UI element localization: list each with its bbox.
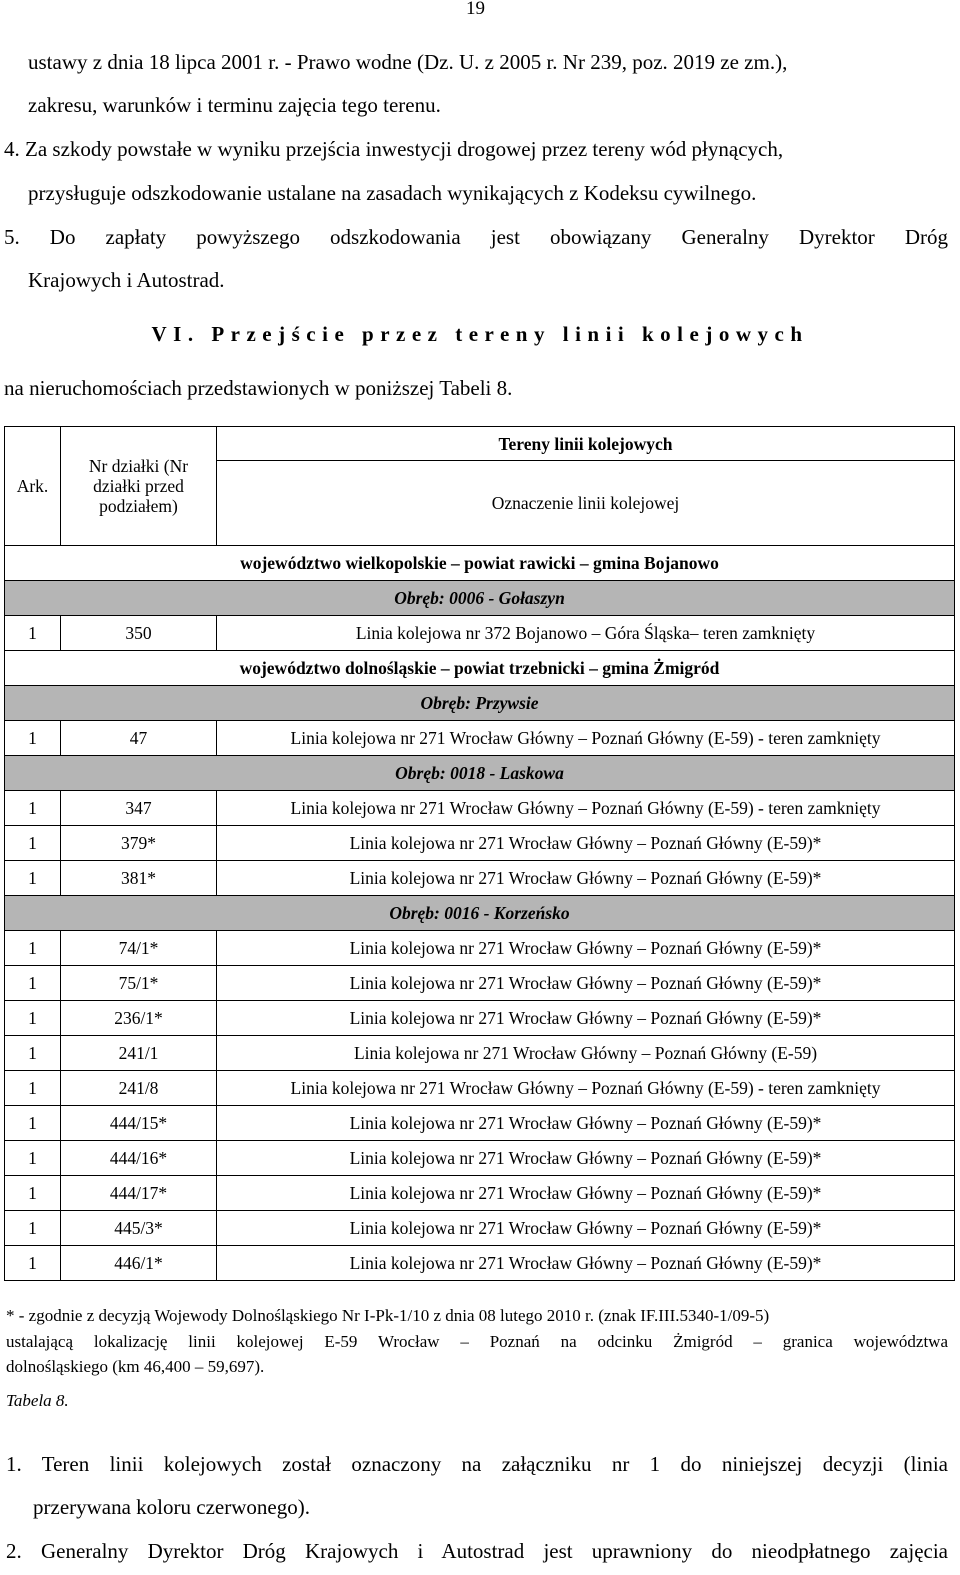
cell-parcel-number: 446/1*: [61, 1246, 217, 1281]
item-5-line: Krajowych i Autostrad.: [28, 268, 225, 292]
cell-ark: 1: [5, 1001, 61, 1036]
cell-ark: 1: [5, 1071, 61, 1106]
item-5-line: 5. Do zapłaty powyższego odszkodowania jest obowiązany Generalny Dyrektor Dróg: [4, 225, 948, 249]
cell-ark: 1: [5, 791, 61, 826]
cell-parcel-number: 381*: [61, 861, 217, 896]
item-4-line: przysługuje odszkodowanie ustalane na zasadach wynikających z Kodeksu cywilnego.: [28, 181, 757, 205]
table-row: [5, 1176, 955, 1211]
cell-parcel-number: 74/1*: [61, 931, 217, 966]
table-row: [5, 1246, 955, 1281]
cell-line-designation: Linia kolejowa nr 271 Wrocław Główny – Poznań Główny (E-59)*: [217, 931, 955, 966]
table-row: [5, 931, 955, 966]
cell-line-designation: Linia kolejowa nr 271 Wrocław Główny – Poznań Główny (E-59)*: [217, 1106, 955, 1141]
precinct-row: [5, 896, 955, 931]
point-1-line: przerywana koloru czerwonego).: [33, 1495, 310, 1519]
cell-parcel-number: 444/17*: [61, 1176, 217, 1211]
cell-ark: 1: [5, 1141, 61, 1176]
cell-ark: 1: [5, 861, 61, 896]
cell-parcel-number: 347: [61, 791, 217, 826]
table-caption: Tabela 8.: [6, 1391, 69, 1410]
cell-parcel-number: 47: [61, 721, 217, 756]
table-row: [5, 1001, 955, 1036]
cell-line-designation: Linia kolejowa nr 271 Wrocław Główny – Poznań Główny (E-59) - teren zamknięty: [217, 1071, 955, 1106]
voivodeship-label: województwo wielkopolskie: [240, 553, 447, 573]
precinct-row: [5, 686, 955, 721]
cell-line-designation: Linia kolejowa nr 271 Wrocław Główny – Poznań Główny (E-59)*: [217, 966, 955, 1001]
cell-parcel-number: 379*: [61, 826, 217, 861]
section-heading: VI. Przejście przez tereny linii kolejowych: [151, 322, 809, 346]
table-row: [5, 1141, 955, 1176]
railway-land-table: [4, 426, 955, 1281]
cell-parcel-number: 241/8: [61, 1071, 217, 1106]
table-header-row: [5, 427, 955, 461]
cell-ark: 1: [5, 721, 61, 756]
precinct-label: Obręb: Przywsie: [5, 686, 955, 721]
cell-ark: 1: [5, 931, 61, 966]
item-4-line: 4. Za szkody powstałe w wyniku przejścia inwestycji drogowej przez tereny wód płynących,: [4, 137, 784, 161]
cell-line-designation: Linia kolejowa nr 271 Wrocław Główny – Poznań Główny (E-59)*: [217, 1246, 955, 1281]
cell-ark: 1: [5, 1211, 61, 1246]
cell-line-designation: Linia kolejowa nr 271 Wrocław Główny – Poznań Główny (E-59)*: [217, 826, 955, 861]
table-row: [5, 861, 955, 896]
cell-ark: 1: [5, 616, 61, 651]
page-number: 19: [466, 0, 485, 19]
point-2-line: 2. Generalny Dyrektor Dróg Krajowych i Autostrad jest uprawniony do nieodpłatnego zajęcia: [6, 1539, 948, 1563]
precinct-label: Obręb: 0006 - Gołaszyn: [5, 581, 955, 616]
county-label: powiat trzebnicki: [453, 658, 585, 678]
table-row: [5, 791, 955, 826]
precinct-label: Obręb: 0016 - Korzeńsko: [5, 896, 955, 931]
region-label: województwo dolnośląskie – powiat trzebnicki – gmina Żmigród: [5, 651, 955, 686]
cell-parcel-number: 445/3*: [61, 1211, 217, 1246]
table-row: [5, 1211, 955, 1246]
footnote-line: dolnośląskiego (km 46,400 – 59,697).: [6, 1357, 265, 1376]
cell-line-designation: Linia kolejowa nr 271 Wrocław Główny – Poznań Główny (E-59) - teren zamknięty: [217, 721, 955, 756]
precinct-label: Obręb: 0018 - Laskowa: [5, 756, 955, 791]
cell-parcel-number: 444/16*: [61, 1141, 217, 1176]
table-header-title: Tereny linii kolejowych: [217, 427, 955, 461]
table-row: [5, 1071, 955, 1106]
cell-ark: 1: [5, 826, 61, 861]
col-header-line-designation: Oznaczenie linii kolejowej: [217, 461, 955, 546]
region-row: [5, 546, 955, 581]
voivodeship-label: województwo dolnośląskie: [239, 658, 437, 678]
col-header-parcel-number: Nr działki (Nr działki przed podziałem): [61, 427, 217, 546]
cell-parcel-number: 75/1*: [61, 966, 217, 1001]
commune-label: gmina Bojanowo: [593, 553, 719, 573]
precinct-row: [5, 581, 955, 616]
cell-line-designation: Linia kolejowa nr 271 Wrocław Główny – Poznań Główny (E-59)*: [217, 1141, 955, 1176]
table-row: [5, 616, 955, 651]
cell-line-designation: Linia kolejowa nr 271 Wrocław Główny – Poznań Główny (E-59)*: [217, 1176, 955, 1211]
paragraph-continuation-line: ustawy z dnia 18 lipca 2001 r. - Prawo wodne (Dz. U. z 2005 r. Nr 239, poz. 2019 ze zm.),: [28, 50, 788, 74]
precinct-row: [5, 756, 955, 791]
point-1-line: 1. Teren linii kolejowych został oznaczony na załączniku nr 1 do niniejszej decyzji (linia: [6, 1452, 948, 1476]
cell-ark: 1: [5, 1176, 61, 1211]
region-row: [5, 651, 955, 686]
table-row: [5, 1036, 955, 1071]
cell-ark: 1: [5, 1036, 61, 1071]
footnote-line: * - zgodnie z decyzją Wojewody Dolnośląskiego Nr I-Pk-1/10 z dnia 08 lutego 2010 r. (znak IF.III.5340-1/09-5): [6, 1306, 770, 1325]
cell-line-designation: Linia kolejowa nr 271 Wrocław Główny – Poznań Główny (E-59)*: [217, 1001, 955, 1036]
region-label: województwo wielkopolskie – powiat rawicki – gmina Bojanowo: [5, 546, 955, 581]
cell-parcel-number: 444/15*: [61, 1106, 217, 1141]
table-row: [5, 1106, 955, 1141]
footnote-line: ustalającą lokalizację linii kolejowej E-59 Wrocław – Poznań na odcinku Żmigród – granica województwa: [6, 1332, 948, 1351]
table-row: [5, 966, 955, 1001]
cell-line-designation: Linia kolejowa nr 271 Wrocław Główny – Poznań Główny (E-59)*: [217, 861, 955, 896]
cell-parcel-number: 241/1: [61, 1036, 217, 1071]
table-row: [5, 826, 955, 861]
cell-parcel-number: 236/1*: [61, 1001, 217, 1036]
cell-line-designation: Linia kolejowa nr 271 Wrocław Główny – Poznań Główny (E-59)*: [217, 1211, 955, 1246]
commune-label: gmina Żmigród: [602, 658, 720, 678]
cell-ark: 1: [5, 1246, 61, 1281]
county-label: powiat rawicki: [464, 553, 576, 573]
table-intro-text: na nieruchomościach przedstawionych w poniższej Tabeli 8.: [4, 376, 513, 400]
cell-line-designation: Linia kolejowa nr 271 Wrocław Główny – Poznań Główny (E-59): [217, 1036, 955, 1071]
cell-ark: 1: [5, 966, 61, 1001]
table-row: [5, 721, 955, 756]
col-header-ark: Ark.: [5, 427, 61, 546]
cell-line-designation: Linia kolejowa nr 372 Bojanowo – Góra Śląska– teren zamknięty: [217, 616, 955, 651]
paragraph-continuation-line: zakresu, warunków i terminu zajęcia tego terenu.: [28, 93, 441, 117]
cell-line-designation: Linia kolejowa nr 271 Wrocław Główny – Poznań Główny (E-59) - teren zamknięty: [217, 791, 955, 826]
cell-parcel-number: 350: [61, 616, 217, 651]
cell-ark: 1: [5, 1106, 61, 1141]
